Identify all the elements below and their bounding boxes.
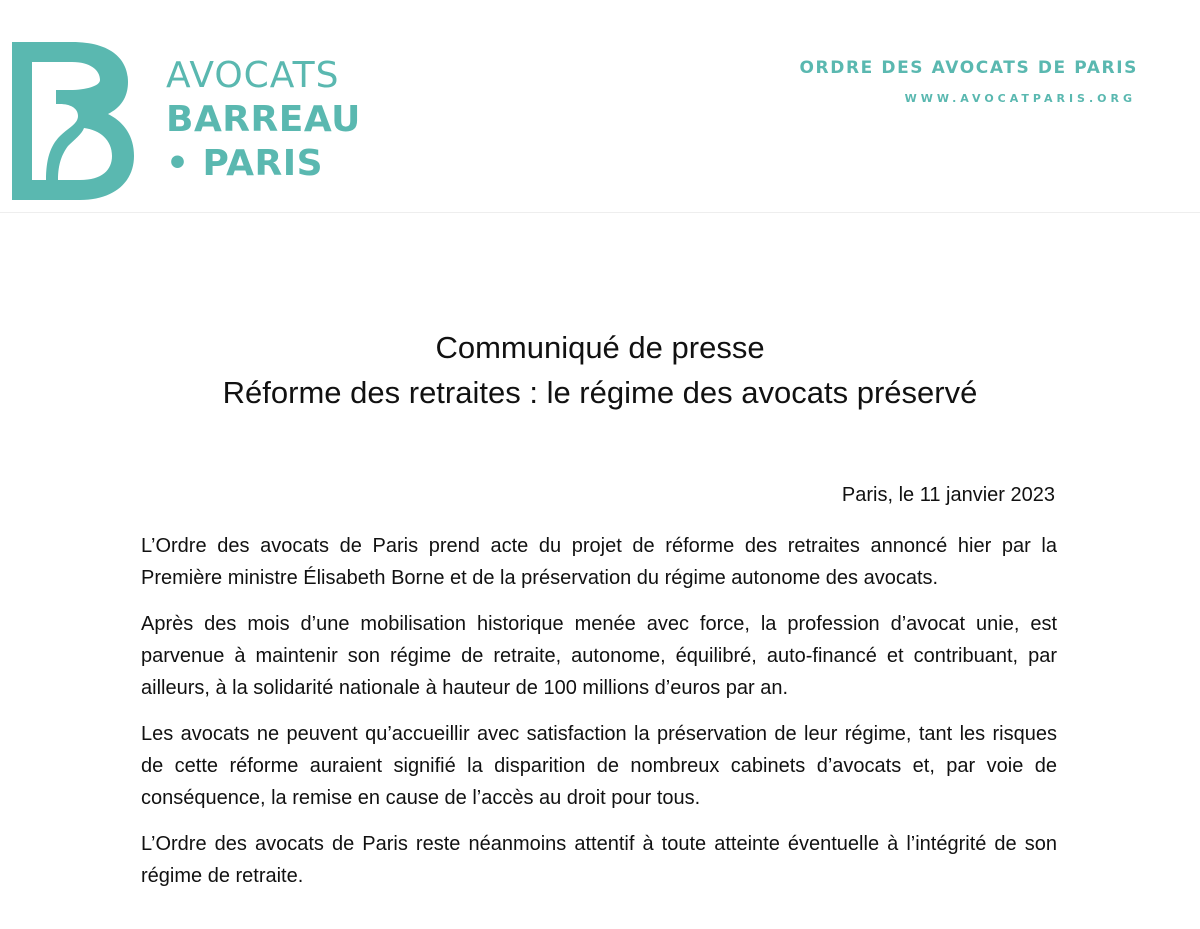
title-line-headline: Réforme des retraites : le régime des avocats préservé bbox=[222, 375, 978, 410]
document-title bbox=[0, 325, 1200, 415]
paragraph: L’Ordre des avocats de Paris prend acte du projet de réforme des retraites annoncé hier par la Première ministre Élisabeth Borne et de la préservation du régime autonome des avocats. bbox=[141, 535, 1057, 589]
header-divider bbox=[0, 212, 1200, 213]
date-line: Paris, le 11 janvier 2023 bbox=[841, 484, 1055, 506]
logo-text-paris: • PARIS bbox=[166, 143, 324, 184]
logo-b-shape bbox=[12, 42, 134, 200]
paragraph: L’Ordre des avocats de Paris reste néanmoins attentif à toute atteinte éventuelle à l’intégrité de son régime de retraite. bbox=[141, 833, 1057, 887]
org-website[interactable]: WWW.AVOCATPARIS.ORG bbox=[904, 92, 1136, 105]
paragraph: Après des mois d’une mobilisation historique menée avec force, la profession d’avocat unie, est parvenue à maintenir son régime de retraite, autonome, équilibré, auto-financé et contribuant, par ailleurs, à la solidarité nationale à hauteur de 100 millions d’euros par an. bbox=[141, 613, 1057, 699]
document-body bbox=[141, 530, 1057, 906]
barreau-logo-icon bbox=[12, 42, 134, 200]
letterhead bbox=[0, 0, 1200, 212]
logo-text-avocats: AVOCATS bbox=[166, 55, 340, 96]
title-line-press-release: Communiqué de presse bbox=[435, 330, 765, 365]
org-name: ORDRE DES AVOCATS DE PARIS bbox=[799, 58, 1138, 78]
paragraph: Les avocats ne peuvent qu’accueillir avec satisfaction la préservation de leur régime, tant les risques de cette réforme auraient signifié la disparition de nombreux cabinets d’avocats et, par voie de conséquence, la remise en cause de l’accès au droit pour tous. bbox=[141, 723, 1057, 809]
logo-text-barreau: BARREAU bbox=[166, 99, 361, 140]
